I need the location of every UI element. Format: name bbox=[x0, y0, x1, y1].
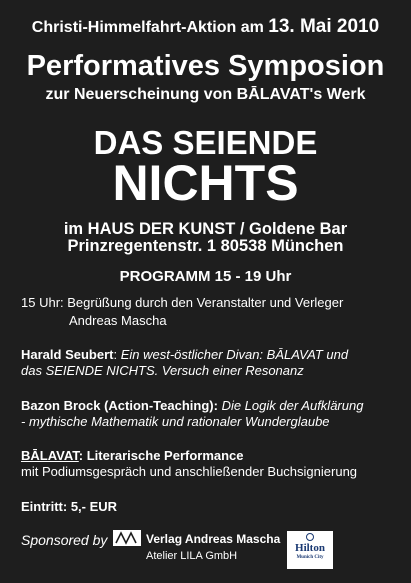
event-title: Performatives Symposion bbox=[26, 50, 385, 82]
atelier-name: Atelier LILA GmbH bbox=[146, 550, 238, 562]
venue-name: im HAUS DER KUNST / Goldene Bar bbox=[63, 220, 348, 238]
talk-title-cont: das SEIENDE NICHTS. Versuch einer Resonanz bbox=[21, 363, 304, 378]
action-line: Christi-Himmelfahrt-Aktion am bbox=[31, 19, 264, 36]
publisher-name: Verlag Andreas Mascha bbox=[146, 532, 281, 546]
sponsored-by-label: Sponsored by bbox=[21, 532, 108, 548]
admission-price: Eintritt: 5,- EUR bbox=[21, 499, 118, 514]
speaker-note: : Literarische Performance bbox=[78, 448, 244, 463]
program-item-balavat bbox=[21, 448, 357, 480]
event-subtitle: zur Neuerscheinung von BĀLAVAT's Werk bbox=[45, 86, 366, 103]
program-item-seubert bbox=[21, 347, 348, 379]
publisher-logo-icon bbox=[113, 530, 141, 546]
event-date: 13. Mai 2010 bbox=[268, 16, 380, 37]
speaker-name: BĀLAVAT bbox=[21, 448, 79, 463]
hilton-logo bbox=[287, 531, 333, 569]
talk-title-cont: - mythische Mathematik und rationaler Wunderglaube bbox=[21, 414, 330, 429]
hilton-emblem-icon bbox=[306, 533, 314, 541]
hilton-city: Munich City bbox=[296, 555, 324, 560]
program-heading: PROGRAMM 15 - 19 Uhr bbox=[119, 268, 292, 285]
program-item-welcome: 15 Uhr: Begrüßung durch den Veranstalter und Verleger bbox=[21, 295, 344, 310]
separator: : bbox=[113, 347, 121, 362]
program-item-brock bbox=[21, 398, 363, 430]
program-item-detail: mit Podiumsgespräch und anschließender Buchsignierung bbox=[21, 464, 358, 479]
venue-address: Prinzregentenstr. 1 80538 München bbox=[67, 237, 344, 255]
talk-title: Ein west-östlicher Divan: BĀLAVAT und bbox=[120, 347, 349, 362]
work-title-line-2: NICHTS bbox=[112, 155, 299, 211]
talk-title: Die Logik der Aufklärung bbox=[221, 398, 364, 413]
work-title-line-1: DAS SEIENDE bbox=[93, 124, 318, 161]
event-date-line bbox=[0, 16, 411, 38]
speaker-note: (Action-Teaching): bbox=[100, 398, 222, 413]
speaker-name: Harald Seubert bbox=[21, 347, 114, 362]
program-item-welcome-host: Andreas Mascha bbox=[69, 313, 167, 328]
speaker-name: Bazon Brock bbox=[21, 398, 101, 413]
hilton-name: Hilton bbox=[295, 542, 325, 554]
